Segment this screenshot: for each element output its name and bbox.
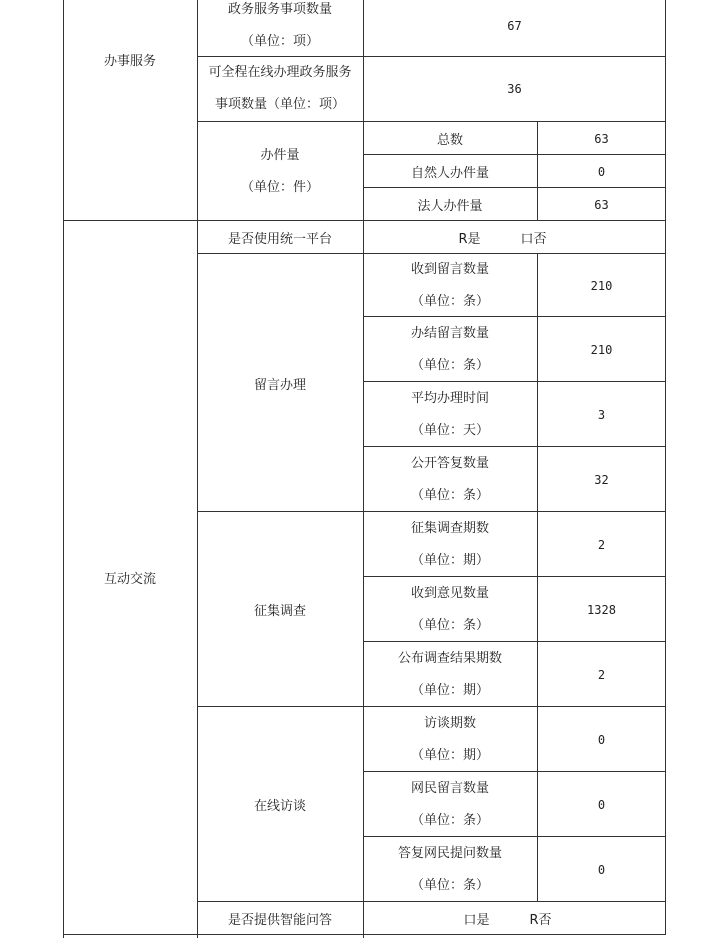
interview-row-label: 网民留言数量 （单位：条） [410,780,489,828]
survey-row-label: 收到意见数量 （单位：条） [410,585,489,633]
messages-row-label: 平均办理时间 （单位：天） [410,390,489,438]
messages-row-value: 3 [597,407,606,422]
section-service-label: 办事服务 [103,53,156,69]
survey-row-label: 征集调查期数 （单位：期） [410,520,489,568]
service-online-value: 36 [507,82,522,96]
messages-row-label: 办结留言数量 （单位：条） [410,325,489,373]
interview-group-label: 在线访谈 [253,799,306,814]
platform-no-option: 口否 [520,232,547,247]
interview-row-label: 答复网民提问数量 （单位：条） [397,845,502,893]
service-volume-label: 办件量 （单位：件） [240,147,319,195]
interview-row-value: 0 [597,862,606,877]
messages-row-value: 32 [594,472,609,487]
qa-label: 是否提供智能问答 [227,912,332,928]
volume-row-label: 自然人办件量 [410,166,489,181]
survey-row-label: 公布调查结果期数 （单位：期） [397,650,502,698]
section-interaction [63,221,197,934]
interview-row-label: 访谈期数 （单位：期） [410,715,489,763]
platform-yes-option: R是 [458,232,481,247]
volume-row-value: 63 [594,131,609,146]
platform-label: 是否使用统一平台 [227,232,332,247]
survey-group-label: 征集调查 [253,604,306,619]
section-service [63,0,197,118]
volume-row-value: 0 [597,164,606,179]
service-items-value: 67 [507,19,522,33]
volume-row-value: 63 [594,197,609,212]
messages-group-label: 留言办理 [253,377,306,393]
section-interaction-label: 互动交流 [103,572,156,587]
messages-row-value: 210 [590,342,613,357]
messages-row-value: 210 [590,278,613,293]
service-items-label: 政务服务事项数量 （单位：项） [227,2,332,49]
volume-row-label: 总数 [436,133,463,148]
survey-row-value: 2 [597,537,606,552]
messages-row-label: 公开答复数量 （单位：条） [410,455,489,503]
interview-row-value: 0 [597,732,606,747]
survey-row-value: 1328 [587,602,616,617]
service-online-label: 可全程在线办理政务服务 事项数量（单位：项） [208,65,352,112]
interview-row-value: 0 [597,797,606,812]
qa-yes-option: 口是 [463,912,490,928]
qa-options [363,902,666,934]
survey-row-value: 2 [597,667,606,682]
volume-row-label: 法人办件量 [417,199,483,214]
qa-no-option: R否 [529,912,552,928]
platform-options [363,221,666,254]
messages-row-label: 收到留言数量 （单位：条） [410,261,489,309]
